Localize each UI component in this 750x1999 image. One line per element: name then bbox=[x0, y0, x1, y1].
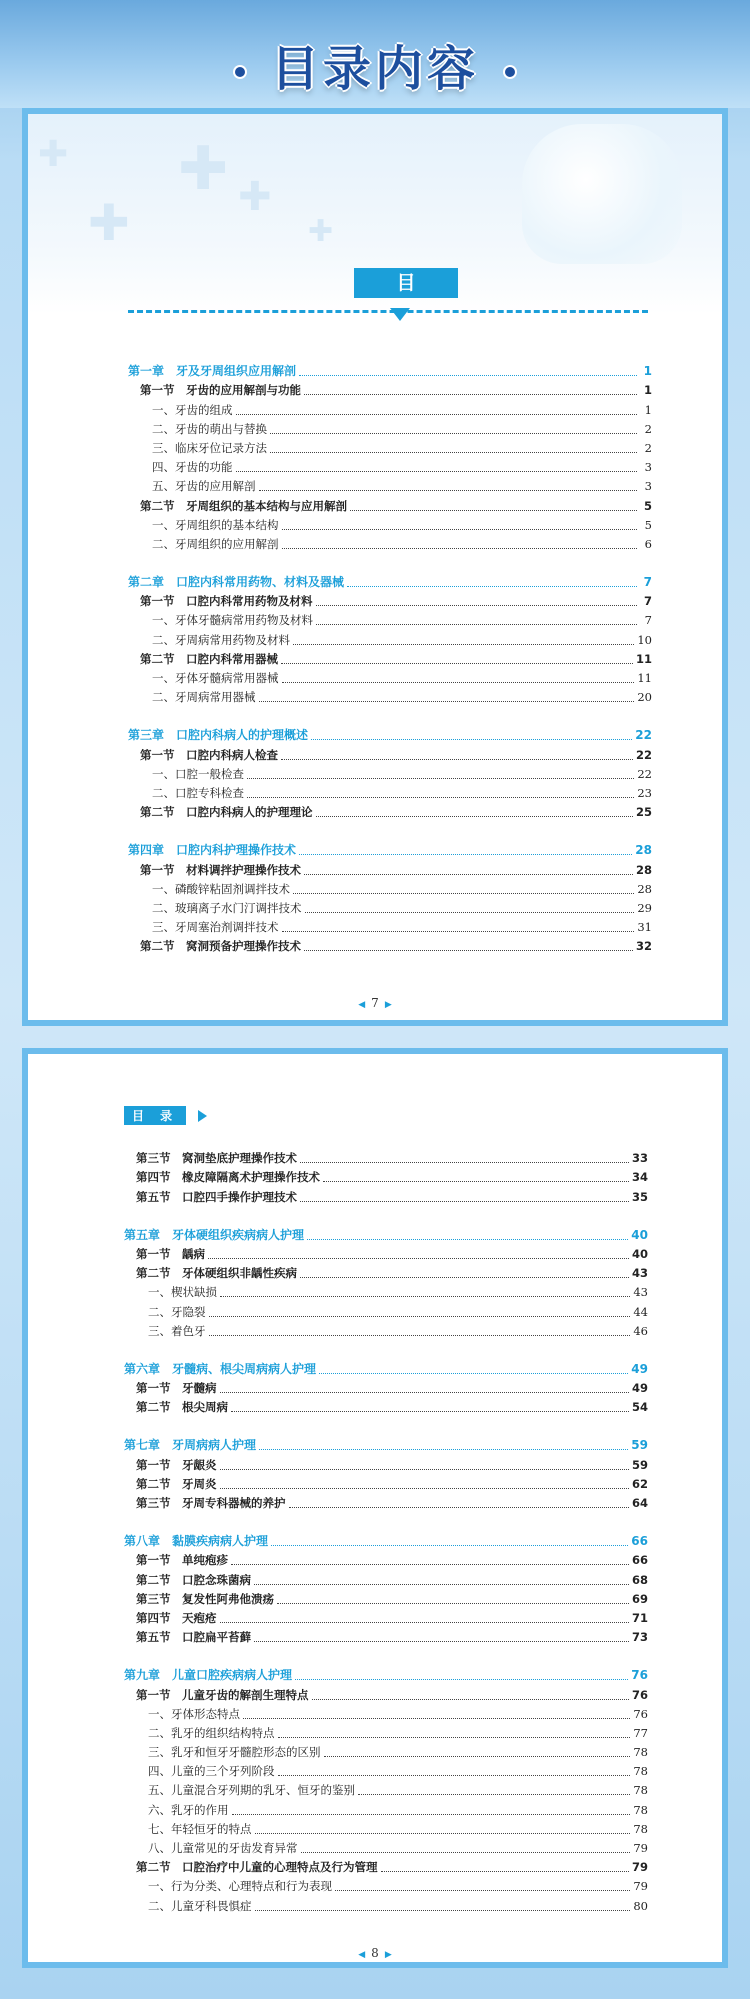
toc-entry-page: 77 bbox=[633, 1725, 648, 1740]
toc-entry-title: 五、儿童混合牙列期的乳牙、恒牙的鉴别 bbox=[148, 1783, 355, 1798]
toc-item[interactable] bbox=[128, 477, 652, 496]
toc-entry-page: 1 bbox=[644, 402, 652, 417]
toc-entry-title: 第一章 牙及牙周组织应用解剖 bbox=[128, 364, 297, 379]
toc-entry-page: 64 bbox=[631, 1496, 648, 1510]
toc-section[interactable] bbox=[124, 1590, 648, 1609]
toc-entry-page: 80 bbox=[633, 1898, 648, 1913]
toc-section[interactable] bbox=[128, 496, 652, 515]
toc-entry-page: 43 bbox=[633, 1285, 648, 1300]
toc-item[interactable] bbox=[124, 1896, 648, 1915]
toc-section[interactable] bbox=[124, 1455, 648, 1474]
toc-section[interactable] bbox=[128, 381, 652, 400]
toc-entry-title: 二、乳牙的组织结构特点 bbox=[148, 1725, 275, 1740]
toc-entry-page: 49 bbox=[631, 1381, 648, 1396]
toc-entry-title: 一、牙体牙髓病常用器械 bbox=[152, 671, 279, 685]
toc-item[interactable] bbox=[124, 1322, 648, 1341]
dot-leader bbox=[259, 701, 635, 702]
toc-entry-page: 78 bbox=[633, 1802, 648, 1817]
toc-entry-title: 第二节 口腔内科病人的护理理论 bbox=[140, 805, 313, 820]
page-number-text: 7 bbox=[371, 996, 379, 1010]
toc-entry-page: 10 bbox=[637, 632, 652, 647]
dot-leader bbox=[254, 1641, 629, 1642]
arrow-right-icon: ▶ bbox=[384, 1950, 392, 1960]
toc-entry-title: 二、牙隐裂 bbox=[148, 1304, 206, 1319]
toc-section[interactable] bbox=[124, 1858, 648, 1877]
toc-entry-page: 35 bbox=[631, 1189, 648, 1204]
triangle-right-icon bbox=[198, 1110, 207, 1122]
toc-entry-title: 一、牙体形态特点 bbox=[148, 1706, 240, 1721]
page-number bbox=[28, 1946, 722, 1960]
toc-entry-title: 四、儿童的三个牙列阶段 bbox=[148, 1764, 275, 1779]
toc-entry-title: 第一节 口腔内科病人检查 bbox=[140, 747, 278, 762]
toc-item[interactable] bbox=[128, 535, 652, 554]
toc-entry-page: 20 bbox=[637, 690, 652, 705]
dot-leader bbox=[220, 1469, 629, 1470]
toc-entry-page: 25 bbox=[635, 805, 652, 820]
toc-item[interactable] bbox=[124, 1839, 648, 1858]
dot-leader bbox=[247, 797, 634, 798]
toc-entry-page: 68 bbox=[631, 1572, 648, 1587]
toc-section[interactable] bbox=[124, 1494, 648, 1513]
toc-section[interactable] bbox=[128, 745, 652, 764]
toc-chapter[interactable] bbox=[124, 1226, 648, 1245]
dot-leader bbox=[300, 1162, 629, 1163]
dot-leader bbox=[271, 1545, 628, 1546]
dot-leader bbox=[282, 931, 635, 932]
toc-section[interactable] bbox=[124, 1570, 648, 1589]
toc-entry-title: 三、临床牙位记录方法 bbox=[152, 440, 267, 455]
toc-entry-title: 五、牙齿的应用解剖 bbox=[152, 479, 256, 494]
toc-entry-title: 第三章 口腔内科病人的护理概述 bbox=[128, 728, 309, 743]
toc-gap bbox=[124, 1513, 648, 1532]
toc-entry-title: 七、年轻恒牙的特点 bbox=[148, 1821, 252, 1836]
toc-entry-title: 第五节 口腔四手操作护理技术 bbox=[136, 1189, 297, 1204]
toc-section[interactable] bbox=[124, 1685, 648, 1704]
dot-leader bbox=[293, 644, 634, 645]
dot-leader bbox=[236, 414, 638, 415]
cross-icon: ✚ bbox=[178, 134, 229, 204]
toc-entry-page: 11 bbox=[635, 651, 652, 666]
toc-section[interactable] bbox=[124, 1379, 648, 1398]
toc-entry-title: 一、行为分类、心理特点和行为表现 bbox=[148, 1879, 332, 1894]
toc-page-7 bbox=[22, 108, 728, 1026]
dot-leader bbox=[259, 1449, 628, 1450]
dot-leader bbox=[278, 1737, 631, 1738]
cross-icon: ✚ bbox=[38, 134, 69, 175]
toc-section[interactable] bbox=[124, 1628, 648, 1647]
toc-entry-page: 79 bbox=[631, 1860, 648, 1875]
toc-entry-title: 第一节 材料调拌护理操作技术 bbox=[140, 862, 301, 877]
dashed-divider bbox=[128, 310, 648, 313]
bullet-dot-icon bbox=[235, 67, 245, 77]
toc-entry-page: 3 bbox=[644, 479, 652, 494]
dot-leader bbox=[323, 1181, 629, 1182]
toc-item[interactable] bbox=[124, 1302, 648, 1321]
toc-entry-title: 第二节 口腔治疗中儿童的心理特点及行为管理 bbox=[136, 1860, 378, 1875]
dot-leader bbox=[312, 1699, 629, 1700]
toc-section[interactable] bbox=[124, 1168, 648, 1187]
toc-entry-page: 32 bbox=[635, 939, 652, 954]
toc-entry-page: 7 bbox=[643, 575, 652, 590]
toc-entry-title: 第六章 牙髓病、根尖周病病人护理 bbox=[124, 1361, 317, 1376]
dot-leader bbox=[358, 1794, 630, 1795]
dot-leader bbox=[282, 548, 638, 549]
toc-entry-page: 43 bbox=[631, 1266, 648, 1281]
toc-entry-page: 76 bbox=[633, 1706, 648, 1721]
tooth-illustration bbox=[522, 124, 682, 264]
toc-entry-title: 第一节 牙齿的应用解剖与功能 bbox=[140, 383, 301, 398]
dot-leader bbox=[220, 1392, 629, 1393]
toc-entry-page: 79 bbox=[633, 1841, 648, 1855]
toc-entry-page: 7 bbox=[644, 613, 652, 628]
toc-section[interactable] bbox=[124, 1609, 648, 1628]
toc-entry-page: 23 bbox=[637, 785, 652, 800]
toc-entry-page: 1 bbox=[643, 364, 652, 379]
toc-entry-page: 31 bbox=[637, 920, 652, 935]
dot-leader bbox=[293, 893, 634, 894]
toc-entry-page: 2 bbox=[644, 440, 652, 455]
toc-entry-title: 一、牙齿的组成 bbox=[152, 402, 233, 417]
toc-entry-page: 1 bbox=[643, 383, 652, 398]
toc-entry-title: 第一节 牙龈炎 bbox=[136, 1457, 217, 1472]
dot-leader bbox=[305, 912, 635, 913]
dot-leader bbox=[316, 624, 637, 625]
arrow-left-icon: ◀ bbox=[358, 1000, 366, 1010]
toc-entry-title: 第五章 牙体硬组织疾病病人护理 bbox=[124, 1227, 305, 1242]
toc-entry-page: 76 bbox=[631, 1687, 648, 1702]
bullet-dot-icon bbox=[505, 67, 515, 77]
toc-list bbox=[124, 1149, 648, 1916]
toc-entry-page: 66 bbox=[631, 1534, 648, 1549]
toc-entry-page: 40 bbox=[631, 1227, 648, 1242]
toc-entry-title: 三、着色牙 bbox=[148, 1323, 206, 1338]
toc-section[interactable] bbox=[124, 1398, 648, 1417]
toc-item[interactable] bbox=[128, 611, 652, 630]
dot-leader bbox=[300, 1277, 629, 1278]
toc-entry-page: 79 bbox=[633, 1879, 648, 1894]
toc-entry-page: 40 bbox=[631, 1246, 648, 1261]
toc-item[interactable] bbox=[124, 1283, 648, 1302]
toc-entry-page: 62 bbox=[631, 1476, 648, 1491]
toc-chapter[interactable] bbox=[124, 1436, 648, 1455]
toc-item[interactable] bbox=[128, 400, 652, 419]
toc-chapter[interactable] bbox=[128, 573, 652, 592]
toc-item[interactable] bbox=[128, 688, 652, 707]
dot-leader bbox=[304, 874, 633, 875]
toc-entry-title: 一、牙周组织的基本结构 bbox=[152, 517, 279, 532]
toc-heading: 目 录 bbox=[354, 268, 458, 298]
toc-entry-page: 76 bbox=[631, 1668, 648, 1683]
header-title-text: 目录内容 bbox=[270, 41, 479, 97]
dot-leader bbox=[278, 1775, 631, 1776]
toc-gap bbox=[128, 707, 652, 726]
toc-item[interactable] bbox=[128, 669, 652, 688]
toc-entry-title: 八、儿童常见的牙齿发育异常 bbox=[148, 1841, 298, 1855]
toc-list bbox=[128, 362, 652, 956]
toc-entry-title: 第二节 牙周组织的基本结构与应用解剖 bbox=[140, 498, 347, 513]
dot-leader bbox=[381, 1871, 629, 1872]
toc-entry-title: 二、牙周组织的应用解剖 bbox=[152, 536, 279, 551]
toc-section[interactable] bbox=[124, 1149, 648, 1168]
toc-entry-page: 78 bbox=[633, 1764, 648, 1779]
toc-entry-title: 一、楔状缺损 bbox=[148, 1285, 217, 1300]
toc-chapter[interactable] bbox=[128, 726, 652, 745]
dot-leader bbox=[209, 1316, 631, 1317]
toc-entry-title: 第一节 儿童牙齿的解剖生理特点 bbox=[136, 1687, 309, 1702]
toc-entry-title: 第五节 口腔扁平苔藓 bbox=[136, 1630, 251, 1645]
dot-leader bbox=[231, 1564, 629, 1565]
toc-item[interactable] bbox=[128, 784, 652, 803]
toc-entry-title: 二、儿童牙科畏惧症 bbox=[148, 1898, 252, 1913]
toc-entry-title: 第一节 口腔内科常用药物及材料 bbox=[140, 594, 313, 609]
toc-entry-page: 22 bbox=[635, 728, 652, 743]
toc-entry-page: 6 bbox=[644, 536, 652, 551]
toc-entry-page: 78 bbox=[633, 1783, 648, 1798]
toc-item[interactable] bbox=[124, 1743, 648, 1762]
dot-leader bbox=[304, 394, 637, 395]
dot-leader bbox=[220, 1622, 629, 1623]
dot-leader bbox=[259, 490, 638, 491]
toc-item[interactable] bbox=[128, 420, 652, 439]
toc-entry-title: 第二节 牙周炎 bbox=[136, 1476, 217, 1491]
toc-entry-page: 44 bbox=[633, 1304, 648, 1319]
toc-entry-title: 第二节 口腔念珠菌病 bbox=[136, 1572, 251, 1587]
toc-entry-title: 第二节 口腔内科常用器械 bbox=[140, 651, 278, 666]
toc-entry-page: 2 bbox=[644, 421, 652, 436]
cross-icon: ✚ bbox=[88, 194, 130, 252]
dot-leader bbox=[350, 510, 637, 511]
toc-entry-page: 66 bbox=[631, 1553, 648, 1568]
toc-entry-title: 第二节 牙体硬组织非龋性疾病 bbox=[136, 1266, 297, 1281]
toc-section[interactable] bbox=[124, 1551, 648, 1570]
dot-leader bbox=[236, 471, 638, 472]
toc-entry-title: 第九章 儿童口腔疾病病人护理 bbox=[124, 1668, 293, 1683]
toc-entry-title: 二、牙齿的萌出与替换 bbox=[152, 421, 267, 436]
toc-tag: 目 录 bbox=[124, 1106, 186, 1125]
toc-entry-page: 59 bbox=[631, 1438, 648, 1453]
toc-page-8 bbox=[22, 1048, 728, 1968]
toc-entry-title: 第一节 单纯疱疹 bbox=[136, 1553, 228, 1568]
toc-entry-page: 28 bbox=[635, 862, 652, 877]
toc-entry-page: 46 bbox=[633, 1323, 648, 1338]
dot-leader bbox=[295, 1679, 628, 1680]
dot-leader bbox=[231, 1411, 629, 1412]
toc-section[interactable] bbox=[128, 803, 652, 822]
toc-entry-page: 69 bbox=[631, 1591, 648, 1606]
dot-leader bbox=[220, 1296, 630, 1297]
toc-gap bbox=[128, 554, 652, 573]
toc-item[interactable] bbox=[128, 516, 652, 535]
dot-leader bbox=[208, 1258, 629, 1259]
toc-entry-page: 7 bbox=[643, 594, 652, 609]
dot-leader bbox=[282, 529, 638, 530]
toc-entry-title: 四、牙齿的功能 bbox=[152, 460, 233, 475]
dot-leader bbox=[304, 950, 633, 951]
toc-item[interactable] bbox=[124, 1877, 648, 1896]
toc-gap bbox=[124, 1207, 648, 1226]
toc-entry-title: 一、牙体牙髓病常用药物及材料 bbox=[152, 613, 313, 628]
toc-entry-page: 78 bbox=[633, 1821, 648, 1836]
toc-entry-title: 第一节 牙髓病 bbox=[136, 1381, 217, 1396]
toc-entry-page: 11 bbox=[637, 671, 652, 685]
toc-entry-title: 第三节 复发性阿弗他溃疡 bbox=[136, 1591, 274, 1606]
toc-item[interactable] bbox=[124, 1724, 648, 1743]
toc-item[interactable] bbox=[128, 880, 652, 899]
toc-entry-page: 33 bbox=[631, 1151, 648, 1166]
dot-leader bbox=[220, 1488, 629, 1489]
toc-entry-title: 第二节 根尖周病 bbox=[136, 1400, 228, 1415]
dot-leader bbox=[270, 433, 637, 434]
toc-entry-title: 二、玻璃离子水门汀调拌技术 bbox=[152, 900, 302, 915]
dot-leader bbox=[255, 1910, 631, 1911]
toc-chapter[interactable] bbox=[128, 362, 652, 381]
toc-section[interactable] bbox=[124, 1475, 648, 1494]
dot-leader bbox=[299, 854, 632, 855]
toc-entry-title: 三、乳牙和恒牙牙髓腔形态的区别 bbox=[148, 1745, 321, 1760]
toc-entry-title: 二、牙周病常用药物及材料 bbox=[152, 632, 290, 647]
toc-entry-page: 34 bbox=[631, 1170, 648, 1185]
dot-leader bbox=[232, 1814, 631, 1815]
toc-item[interactable] bbox=[124, 1762, 648, 1781]
toc-entry-page: 78 bbox=[633, 1745, 648, 1760]
toc-item[interactable] bbox=[124, 1820, 648, 1839]
dot-leader bbox=[282, 682, 635, 683]
toc-entry-page: 22 bbox=[635, 747, 652, 762]
toc-gap bbox=[124, 1647, 648, 1666]
toc-entry-page: 22 bbox=[637, 766, 652, 781]
toc-section[interactable] bbox=[128, 592, 652, 611]
dot-leader bbox=[307, 1239, 628, 1240]
toc-entry-page: 54 bbox=[631, 1400, 648, 1415]
toc-entry-title: 六、乳牙的作用 bbox=[148, 1802, 229, 1817]
toc-item[interactable] bbox=[128, 765, 652, 784]
dot-leader bbox=[209, 1335, 631, 1336]
toc-entry-title: 第四节 天疱疮 bbox=[136, 1610, 217, 1625]
toc-gap bbox=[124, 1417, 648, 1436]
toc-section[interactable] bbox=[128, 650, 652, 669]
dot-leader bbox=[319, 1373, 628, 1374]
dot-leader bbox=[289, 1507, 629, 1508]
toc-chapter[interactable] bbox=[124, 1532, 648, 1551]
toc-section[interactable] bbox=[124, 1245, 648, 1264]
dot-leader bbox=[301, 1852, 631, 1853]
dot-leader bbox=[254, 1584, 629, 1585]
toc-entry-title: 第四章 口腔内科护理操作技术 bbox=[128, 843, 297, 858]
toc-entry-page: 28 bbox=[637, 881, 652, 896]
toc-entry-title: 第四节 橡皮障隔离术护理操作技术 bbox=[136, 1170, 320, 1185]
toc-entry-page: 49 bbox=[631, 1361, 648, 1376]
toc-item[interactable] bbox=[124, 1705, 648, 1724]
arrow-left-icon: ◀ bbox=[358, 1950, 366, 1960]
toc-entry-title: 一、口腔一般检查 bbox=[152, 766, 244, 781]
cross-icon: ✚ bbox=[308, 214, 334, 249]
toc-entry-page: 5 bbox=[644, 517, 652, 532]
arrow-right-icon: ▶ bbox=[384, 1000, 392, 1010]
toc-entry-title: 第一节 龋病 bbox=[136, 1246, 205, 1261]
toc-section[interactable] bbox=[124, 1187, 648, 1206]
toc-entry-page: 28 bbox=[635, 843, 652, 858]
toc-entry-page: 5 bbox=[643, 498, 652, 513]
toc-section[interactable] bbox=[128, 937, 652, 956]
dot-leader bbox=[247, 778, 634, 779]
toc-entry-page: 59 bbox=[631, 1457, 648, 1472]
toc-gap bbox=[124, 1341, 648, 1360]
toc-chapter[interactable] bbox=[124, 1360, 648, 1379]
dot-leader bbox=[255, 1833, 631, 1834]
dot-leader bbox=[347, 586, 637, 587]
toc-entry-title: 第七章 牙周病病人护理 bbox=[124, 1438, 257, 1453]
toc-entry-title: 第三节 窝洞垫底护理操作技术 bbox=[136, 1151, 297, 1166]
toc-item[interactable] bbox=[128, 899, 652, 918]
page-number bbox=[28, 996, 722, 1010]
dot-leader bbox=[277, 1603, 629, 1604]
dot-leader bbox=[243, 1718, 630, 1719]
dot-leader bbox=[316, 605, 638, 606]
triangle-down-icon bbox=[390, 308, 410, 321]
toc-entry-title: 二、口腔专科检查 bbox=[152, 785, 244, 800]
toc-chapter[interactable] bbox=[128, 841, 652, 860]
toc-entry-page: 29 bbox=[637, 900, 652, 915]
toc-entry-page: 73 bbox=[631, 1630, 648, 1645]
toc-item[interactable] bbox=[128, 458, 652, 477]
dot-leader bbox=[281, 759, 633, 760]
toc-entry-title: 一、磷酸锌粘固剂调拌技术 bbox=[152, 881, 290, 896]
toc-entry-page: 3 bbox=[644, 460, 652, 475]
toc-entry-title: 三、牙周塞治剂调拌技术 bbox=[152, 920, 279, 935]
toc-item[interactable] bbox=[128, 630, 652, 649]
toc-section[interactable] bbox=[124, 1264, 648, 1283]
toc-item[interactable] bbox=[124, 1800, 648, 1819]
dot-leader bbox=[324, 1756, 631, 1757]
toc-entry-title: 第二节 窝洞预备护理操作技术 bbox=[140, 939, 301, 954]
toc-entry-page: 71 bbox=[631, 1610, 648, 1625]
dot-leader bbox=[316, 816, 633, 817]
dot-leader bbox=[311, 739, 632, 740]
toc-item[interactable] bbox=[128, 918, 652, 937]
cross-icon: ✚ bbox=[238, 174, 272, 220]
toc-entry-title: 第二章 口腔内科常用药物、材料及器械 bbox=[128, 575, 345, 590]
toc-entry-title: 第三节 牙周专科器械的养护 bbox=[136, 1496, 286, 1510]
toc-chapter[interactable] bbox=[124, 1666, 648, 1685]
toc-section[interactable] bbox=[128, 860, 652, 879]
toc-item[interactable] bbox=[128, 439, 652, 458]
toc-entry-title: 二、牙周病常用器械 bbox=[152, 690, 256, 705]
dot-leader bbox=[299, 375, 637, 376]
dot-leader bbox=[300, 1201, 629, 1202]
dot-leader bbox=[335, 1890, 630, 1891]
header-title bbox=[0, 30, 750, 99]
toc-entry-title: 第八章 黏膜疾病病人护理 bbox=[124, 1534, 269, 1549]
dot-leader bbox=[281, 663, 633, 664]
page-number-text: 8 bbox=[371, 1946, 379, 1960]
toc-item[interactable] bbox=[124, 1781, 648, 1800]
dot-leader bbox=[270, 452, 637, 453]
toc-gap bbox=[128, 822, 652, 841]
